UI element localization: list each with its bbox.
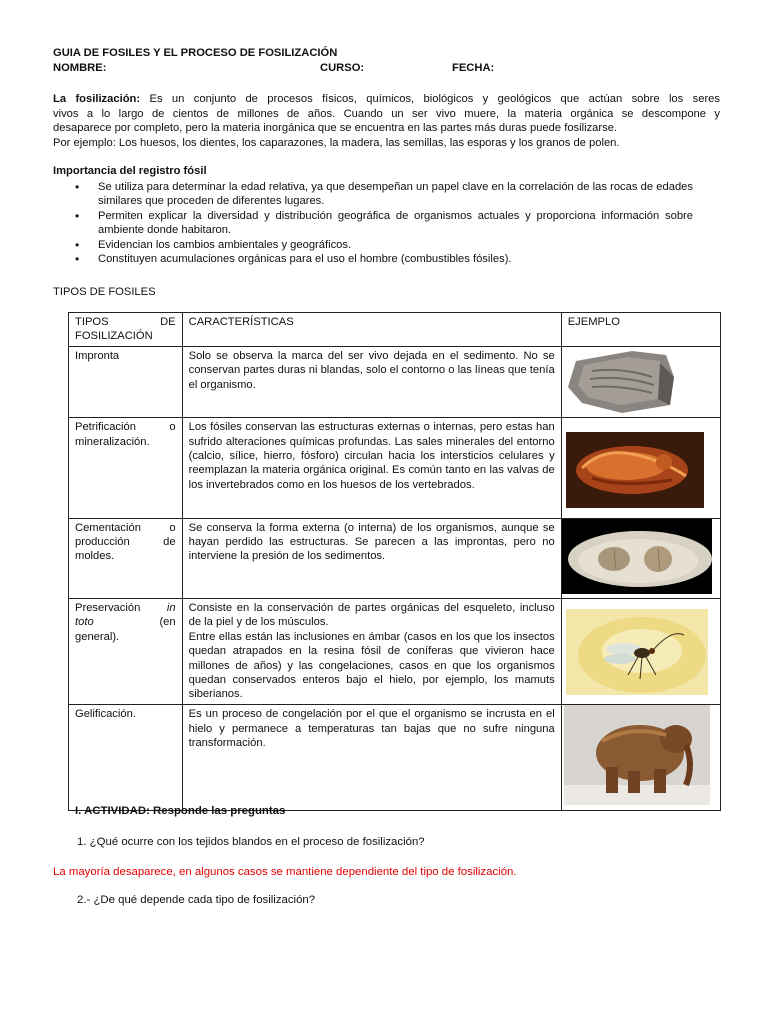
table-row xyxy=(69,705,721,810)
example-cell xyxy=(561,599,720,705)
desc-cell: Consiste en la conservación de partes orgánicas del esqueleto, incluso de la piel y de los músculos. Entre ellas están las inclusiones en ámbar (casos en los que los insectos quedan atrapados en la resina fósil de coníferas que vivieron hace millones de años) y las congelaciones, casos en que los organismos quedan conservados enteros bajo el hielo, por ejemplo, los mamuts siberianos. xyxy=(182,599,561,705)
list-item: • Permiten explicar la diversidad y distribución geográfica de organismos actuales y proporciona información sobre ambiente donde habitaron. xyxy=(75,208,693,237)
table-row xyxy=(69,418,721,518)
bullet-icon: • xyxy=(75,208,80,223)
header-ejemplo: EJEMPLO xyxy=(561,313,720,347)
bullet-icon: • xyxy=(75,180,80,194)
list-item: • Constituyen acumulaciones orgánicas para el uso el hombre (combustibles fósiles). xyxy=(75,252,512,267)
types-heading: TIPOS DE FOSILES xyxy=(53,286,156,298)
question-1: 1. ¿Qué ocurre con los tejidos blandos en el proceso de fosilización? xyxy=(77,836,425,848)
type-cell: Preservación in toto (en general). xyxy=(69,599,183,705)
header-caracteristicas: CARACTERÍSTICAS xyxy=(182,313,561,347)
example-cell xyxy=(561,518,720,598)
nombre-label: NOMBRE: xyxy=(53,62,107,74)
question-2: 2.- ¿De qué depende cada tipo de fosilización? xyxy=(77,894,316,906)
impronta-fossil-image xyxy=(562,347,712,413)
type-cell: Gelificación. xyxy=(69,705,183,810)
type-cell: Cementación o producción de moldes. xyxy=(69,518,183,598)
desc-cell: Los fósiles conservan las estructuras externas o internas, pero estas han sufrido alteraciones químicas profundas. Las sales minerales del entorno (calcio, sílice, hierro, fósforo) circulan hacia los intersticios celulares y reemplazan la materia orgánica original. Es común tanto en las valvas de los invertebrados como en los huesos de los vertebrados. xyxy=(182,418,561,518)
desc-cell: Solo se observa la marca del ser vivo dejada en el sedimento. No se conservan partes duras ni blandas, solo el contorno o las líneas que tenía el organismo. xyxy=(182,346,561,417)
table-row xyxy=(69,599,721,705)
type-cell: Petrificación o mineralización. xyxy=(69,418,183,518)
petrified-fossil-image xyxy=(562,418,712,513)
intro-paragraph xyxy=(53,92,720,150)
frozen-mammoth-image xyxy=(562,705,712,805)
fecha-label: FECHA: xyxy=(452,62,495,74)
example-cell xyxy=(561,346,720,417)
intro-line-3: desaparece por completo, pero la materia inorgánica que se encuentra en las partes más duras puede fosilizarse. xyxy=(53,122,618,134)
bullet-icon: • xyxy=(75,252,80,267)
list-item: • Se utiliza para determinar la edad relativa, ya que desempeñan un papel clave en la correlación de las rocas de edades similares que proceden de diferentes lugares. xyxy=(75,180,693,208)
intro-line-2: vivos a lo largo de cientos de millones de años. Cuando un ser vivo muere, la materia orgánica se descompone y xyxy=(53,107,720,120)
bullet-icon: • xyxy=(75,237,80,252)
type-cell: Impronta xyxy=(69,346,183,417)
curso-label: CURSO: xyxy=(320,62,365,74)
table-row xyxy=(69,346,721,417)
intro-term: La fosilización: xyxy=(53,93,141,105)
intro-line-4: Por ejemplo: Los huesos, los dientes, los caparazones, la madera, las semillas, las esporas y los granos de polen. xyxy=(53,136,620,149)
table-row xyxy=(69,518,721,598)
table-header-row xyxy=(69,313,721,347)
activity-heading: I. ACTIVIDAD: Responde las preguntas xyxy=(75,805,286,817)
fossil-types-table xyxy=(68,312,721,811)
desc-cell: Se conserva la forma externa (o interna) de los organismos, aunque se hayan perdido las estructuras. Se parecen a las improntas, pero no interviene la presión de los sedimentos. xyxy=(182,518,561,598)
example-cell xyxy=(561,705,720,810)
example-cell xyxy=(561,418,720,518)
desc-cell: Es un proceso de congelación por el que el organismo se incrusta en el hielo y permanece a temperaturas tan bajas que no sufre ninguna transformación. xyxy=(182,705,561,810)
document-title: GUIA DE FOSILES Y EL PROCESO DE FOSILIZACIÓN xyxy=(53,47,338,59)
importance-list xyxy=(53,180,693,266)
amber-insect-image xyxy=(562,599,712,700)
importance-heading: Importancia del registro fósil xyxy=(53,165,207,177)
list-item: • Evidencian los cambios ambientales y geográficos. xyxy=(75,237,352,252)
header-tipos: TIPOS DE FOSILIZACIÓN xyxy=(69,313,183,347)
intro-line-1: Es un conjunto de procesos físicos, químicos, biológicos y geológicos que actúan sobre los seres xyxy=(149,93,720,105)
mold-fossil-image xyxy=(562,519,712,594)
answer-1: La mayoría desaparece, en algunos casos se mantiene dependiente del tipo de fosilización. xyxy=(53,866,517,878)
